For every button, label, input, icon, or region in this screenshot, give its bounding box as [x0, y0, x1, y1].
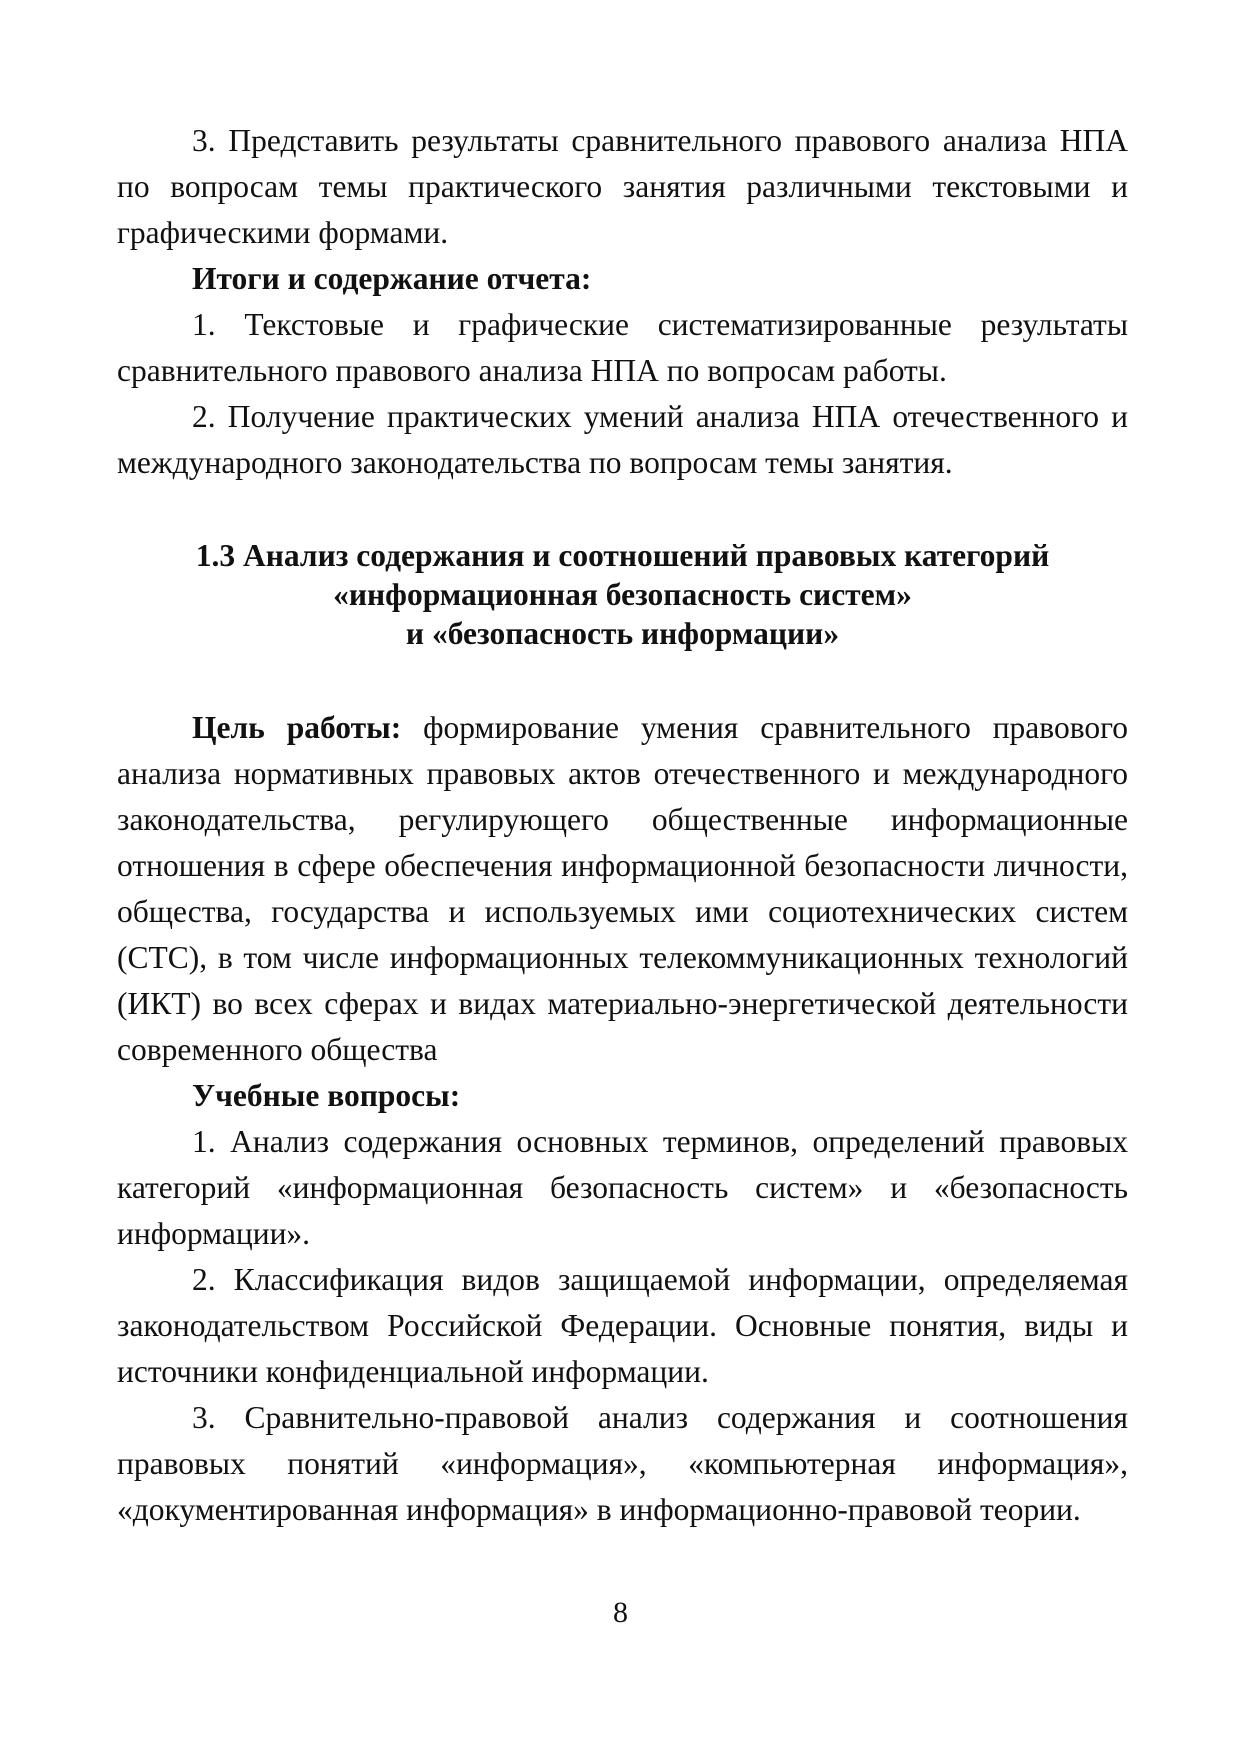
goal-text: формирование умения сравнительного правового анализа нормативных правовых актов отечественного и международного законодательства, регулирующего общественные информационные отношения в сфере обеспечения информационной безопасности личности, общества, государства и используемых ими социотехнических систем (СТС), в том числе информационных телекоммуникационных технологий (ИКТ) во всех сферах и видах материально-энергетической деятельности современного общества — [117, 710, 1128, 1067]
question-2: 2. Классификация видов защищаемой информации, определяемая законодательством Российской Федерации. Основные понятия, виды и источники конфиденциальной информации. — [117, 1262, 1128, 1389]
question-3: 3. Сравнительно-правовой анализ содержания и соотношения правовых понятий «информация», «компьютерная информация», «документированная информация» в информационно-правовой теории. — [117, 1400, 1128, 1527]
section-title-line-2: «информационная безопасность систем» — [333, 577, 912, 612]
document-page — [117, 118, 1128, 1533]
page-number: 8 — [613, 1596, 628, 1629]
section-title-line-1: 1.3 Анализ содержания и соотношений правовых категорий — [195, 538, 1050, 573]
section-title-line-3: и «безопасность информации» — [405, 616, 840, 651]
report-item-1: 1. Текстовые и графические систематизированные результаты сравнительного правового анализа НПА по вопросам работы. — [117, 307, 1128, 388]
questions-heading: Учебные вопросы: — [192, 1078, 461, 1113]
report-heading: Итоги и содержание отчета: — [192, 261, 592, 296]
section-title — [117, 536, 1128, 653]
goal-label: Цель работы: — [192, 710, 402, 745]
goal-paragraph — [117, 705, 1128, 1073]
question-1: 1. Анализ содержания основных терминов, определений правовых категорий «информационная безопасность систем» и «безопасность информации». — [117, 1124, 1128, 1251]
report-item-2: 2. Получение практических умений анализа НПА отечественного и международного законодательства по вопросам темы занятия. — [117, 399, 1128, 480]
paragraph-top-item-3: 3. Представить результаты сравнительного правового анализа НПА по вопросам темы практического занятия различными текстовыми и графическими формами. — [117, 123, 1128, 250]
